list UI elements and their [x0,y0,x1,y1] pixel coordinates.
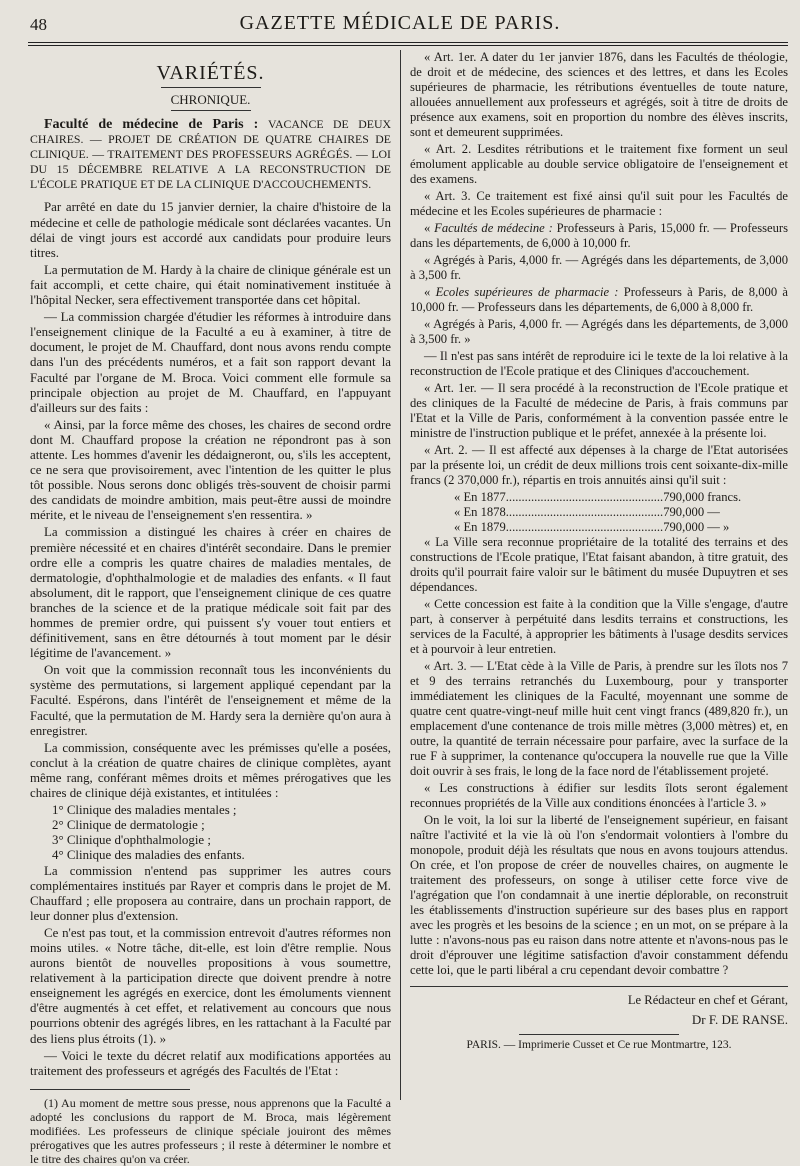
paragraph: La commission, conséquente avec les prémisses qu'elle a posées, conclut à la création de quatre chaires de clinique complètes, ayant même rang, conférant mêmes droits et mêmes prérogatives que les chaires de clinique déjà existantes, et intitulées : [30,740,391,801]
right-column [410,50,788,1110]
paragraph: La commission a distingué les chaires à créer en chaires de première nécessité et en chaires d'intérêt secondaire. Dans le premier ordre elle a compris les quatre chaires de maladies mentales, de dermatologie, d'ophthalmologie et de maladies des enfants. « Il faut absolument, dit le rapport, que l'enseignement clinique de ces quatre branches de la science et de la pratique médicale soit fait par des hommes de premier ordre, qui puissent s'y vouer tout entiers et définitivement, sans en être détournés à tout moment par le désir légitime de l'avancement. » [30,525,391,661]
salary-pharmacy: « Ecoles supérieures de pharmacie : Professeurs à Paris, de 8,000 à 10,000 fr. — Professeurs dans les départements, de 6,000 à 8,000 fr. [410,285,788,314]
annuity-amount: 790,000 francs. [663,490,742,504]
leader-dots: .................................................. [505,505,664,519]
signature-rule [410,986,788,987]
header-rule [28,42,788,43]
paragraph: La commission n'entend pas supprimer les autres cours complémentaires institués par Rayer et compris dans le projet de M. Chauffard ; elle proposera au contraire, dans un prochain rapport, de leur donner plus d'extension. [30,863,391,923]
paragraph: « Ainsi, par la force même des choses, les chaires de second ordre dont M. Chauffard propose la création ne répondront pas à son attente. Les hommes d'avenir les dédaigneront, ou, s'ils les acceptent, ce ne sera que provisoirement, avec l'intention de les quitter le plus tôt possible. Nous serons donc obligés très-souvent de choisir parmi des candidats de moindre ambition, mais peut-être aussi de moindre mérite, et le niveau de l'enseignement s'en ressentira. » [30,417,391,523]
annuity-table [410,490,788,535]
annuity-year: « En 1879 [454,520,506,534]
left-column [30,50,391,1166]
signature-title: Le Rédacteur en chef et Gérant, [627,993,788,1007]
paragraph: — Voici le texte du décret relatif aux modifications apportées au traitement des professeurs et agrégés des Facultés de l'Etat : [30,1048,391,1078]
annuity-year: « En 1877 [454,490,506,504]
footnote [30,1096,391,1166]
list-item: 3° Clinique d'ophthalmologie ; [52,833,211,848]
column-divider [400,50,401,1100]
masthead: GAZETTE MÉDICALE DE PARIS. [239,12,561,34]
salary-pharmacy-label: Ecoles supérieures de pharmacie : [435,285,619,299]
annuity-amount: 790,000 — [663,505,720,519]
paragraph: — Il n'est pas sans intérêt de reproduire ici le texte de la loi relative à la reconstruction de l'Ecole pratique et des Cliniques d'accouchement. [410,349,788,378]
salary-medicine-text: Professeurs à Paris, 15,000 fr. — Professeurs dans les départements, de 6,000 à 10,000 fr. [410,221,788,250]
section-title: VARIÉTÉS. [156,62,265,84]
salary-pharmacy-text: Professeurs à Paris, de 8,000 à 10,000 fr. — Professeurs dans les départements, de 6,000 à 8,000 fr. [410,285,788,314]
paragraph: « Art. 3. Ce traitement est fixé ainsi qu'il suit pour les Facultés de médecine et les Ecoles supérieures de pharmacie : [410,189,788,218]
leader-dots: .................................................. [505,520,664,534]
page-number: 48 [30,15,47,34]
annuity-amount: 790,000 — » [663,520,730,534]
subsection-title: CHRONIQUE. [170,92,251,107]
paragraph: « Cette concession est faite à la condition que la Ville s'engage, d'autre part, à conserver à perpétuité dans lesdits terrains et constructions, les services de la Faculté, à approprier les bâtiments à l'usage desdits services et à pourvoir à leur entretien. [410,597,788,656]
article-lead [30,117,391,192]
annuity-year: « En 1878 [454,505,506,519]
paragraph: « Art. 1er. — Il sera procédé à la reconstruction de l'Ecole pratique et des cliniques de la Faculté de médecine de Paris, à frais communs par l'Etat et la Ville de Paris, conformément à la convention passée entre le ministre de l'instruction publique et le préfet, annexée à la présente loi. [410,381,788,440]
clinic-list [30,803,391,863]
signature-name: Dr F. DE RANSE. [691,1012,788,1027]
header-rule-thin [28,45,788,46]
imprint-rule [519,1034,679,1035]
paragraph: « Art. 3. — L'Etat cède à la Ville de Paris, à prendre sur les îlots nos 7 et 9 des terrains retranchés du Luxembourg, pour y transporter immédiatement les cliniques de la Faculté, moyennant une somme de quatre cent quatre-vingt-neuf mille huit cent vingt francs (489,820 fr.), un emplacement d'une contenance de trois mille mètres (3,000 mètres) et, en outre, la quantité de terrain nécessaire pour parfaire, avec la surface de la rue F à supprimer, la contenance qu'occupera la nouvelle rue que la Ville doit ouvrir à ses frais, le long de la face nord de l'établissement projeté. [410,659,788,778]
footnote-rule [30,1089,190,1090]
article-lead-summary: VACANCE DE DEUX CHAIRES. — PROJET DE CRÉATION DE QUATRE CHAIRES DE CLINIQUE. — TRAITEMENT DES PROFESSEURS AGRÉGÉS. — LOI DU 15 DÉCEMBRE RELATIVE A LA RECONSTRUCTION DE L'ÉCOLE PRATIQUE ET DE LA CLINIQUE D'ACCOUCHEMENTS. [30,117,391,192]
footnote-text: (1) Au moment de mettre sous presse, nous apprenons que la Faculté a adopté les conclusions du rapport de M. Broca, mais légèrement modifiées. Les professeurs de clinique spéciale jouiront des mêmes prérogatives que les autres professeurs ; il reste à déterminer le nombre et le titre des chaires qu'on va créer. [30,1095,391,1166]
paragraph: « Art. 2. — Il est affecté aux dépenses à la charge de l'Etat autorisées par la présente loi, un crédit de deux millions trois cent soixante-dix-mille francs (2 370,000 fr.), répartis en trois annuités ainsi qu'il suit : [410,443,788,487]
paragraph: — La commission chargée d'étudier les réformes à introduire dans l'enseignement clinique de la Faculté a eu à examiner, à titre de document, le projet de M. Chauffard, dont nous avons rendu compte dans l'un des précédents numéros, et a fait son rapport devant la Faculté par l'organe de M. Broca. Voici comment elle formule sa principale objection au projet de M. Chauffard, en l'appuyant d'ailleurs sur des faits : [30,310,391,415]
paragraph: On voit que la commission reconnaît tous les inconvénients du système des permutations, si largement appliqué cependant par la Faculté. Espérons, dans l'intérêt de l'enseignement et même de la Faculté, que la permutation de M. Hardy sera la dernière qu'on aura à enregistrer. [30,663,391,738]
annuity-row [410,490,788,505]
paragraph: « Art. 1er. A dater du 1er janvier 1876, dans les Facultés de théologie, de droit et de médecine, des sciences et des lettres, et dans les Ecoles supérieures de pharmacie, les rétributions éventuelles de toute nature, allouées annuellement aux professeurs et agrégés, soit à titre de droits de présence aux examens, soit en proportion du nombre des élèves inscrits, sont et demeurent supprimées. [410,50,788,139]
paragraph: « Art. 2. Lesdites rétributions et le traitement fixe forment un seul émolument applicable au double service obligatoire de l'enseignement et des examens. [410,142,788,186]
salary-medicine-label: Facultés de médecine : [434,221,553,235]
paragraph: On le voit, la loi sur la liberté de l'enseignement supérieur, en faisant naître l'activité et la vie là où l'on s'endormait volontiers à l'ombre du monopole, produit déjà les résultats que nous en avons toujours attendus. On crée, et l'on propose de créer de nouvelles chaires, on augmente le traitement des professeurs, on songe à utiliser cette force vive de l'agrégation que l'on condamnait à une inertie déplorable, on reconstruit les établissements d'instruction supérieure sur des bases plus en rapport avec les progrès et les besoins de la science ; en un mot, on se prépare à la lutte : n'avons-nous pas eu raison dans notre attente et n'avons-nous pas le droit d'éprouver une légitime satisfaction d'avoir constamment défendu cette loi, que le parti libéral a cru cependant devoir combattre ? [410,813,788,977]
paragraph: Ce n'est pas tout, et la commission entrevoit d'autres réformes non moins utiles. « Notre tâche, dit-elle, est loin d'être remplie. Nous aurons bientôt de nouvelles propositions à vous soumettre, relativement à la participation directe que doivent prendre à notre enseignement les agrégés en exercice, dont les émoluments viennent d'être augmentés à cet effet, et relativement au concours que nous pourrions obtenir des agrégés libres, en les rattachant à la Faculté par des liens plus étroits (1). » [30,925,391,1046]
list-item: 2° Clinique de dermatologie ; [52,818,205,833]
list-item: 4° Clinique des maladies des enfants. [52,848,245,863]
paragraph: La permutation de M. Hardy à la chaire de clinique générale est un fait accompli, et cette chaire, qui était nominativement instituée à l'hôpital Necker, sera effectivement transportée dans cet hôpital. [30,262,391,308]
paragraph: « La Ville sera reconnue propriétaire de la totalité des terrains et des constructions de l'Ecole pratique, l'Etat faisant abandon, à titre gratuit, des droits qu'il pourrait faire valoir sur le bâtiment du musée Dupuytren et ses dépendances. [410,535,788,594]
imprint: PARIS. — Imprimerie Cusset et Ce rue Montmartre, 123. [466,1039,732,1051]
article-lead-title: Faculté de médecine de Paris : [44,117,259,132]
list-item: 1° Clinique des maladies mentales ; [52,803,237,818]
section-rule [161,87,261,88]
annuity-row [410,505,788,520]
paragraph: Par arrêté en date du 15 janvier dernier, la chaire d'histoire de la médecine et celle de pathologie médicale sont déclarées vacantes. Un délai de vingt jours est accordé aux candidats pour produire leurs titres. [30,200,391,260]
subsection-rule [171,110,251,111]
annuity-row [410,520,788,535]
salary-pharmacy-agreges: « Agrégés à Paris, 4,000 fr. — Agrégés dans les départements, de 3,000 à 3,500 fr. » [410,317,788,346]
salary-medicine-agreges: « Agrégés à Paris, 4,000 fr. — Agrégés dans les départements, de 3,000 à 3,500 fr. [410,253,788,282]
salary-medicine: « Facultés de médecine : Professeurs à Paris, 15,000 fr. — Professeurs dans les départements, de 6,000 à 10,000 fr. [410,221,788,250]
paragraph: « Les constructions à édifier sur lesdits îlots seront également reconnues propriétés de la Ville aux conditions énoncées à l'article 3. » [410,781,788,810]
leader-dots: .................................................. [505,490,664,504]
